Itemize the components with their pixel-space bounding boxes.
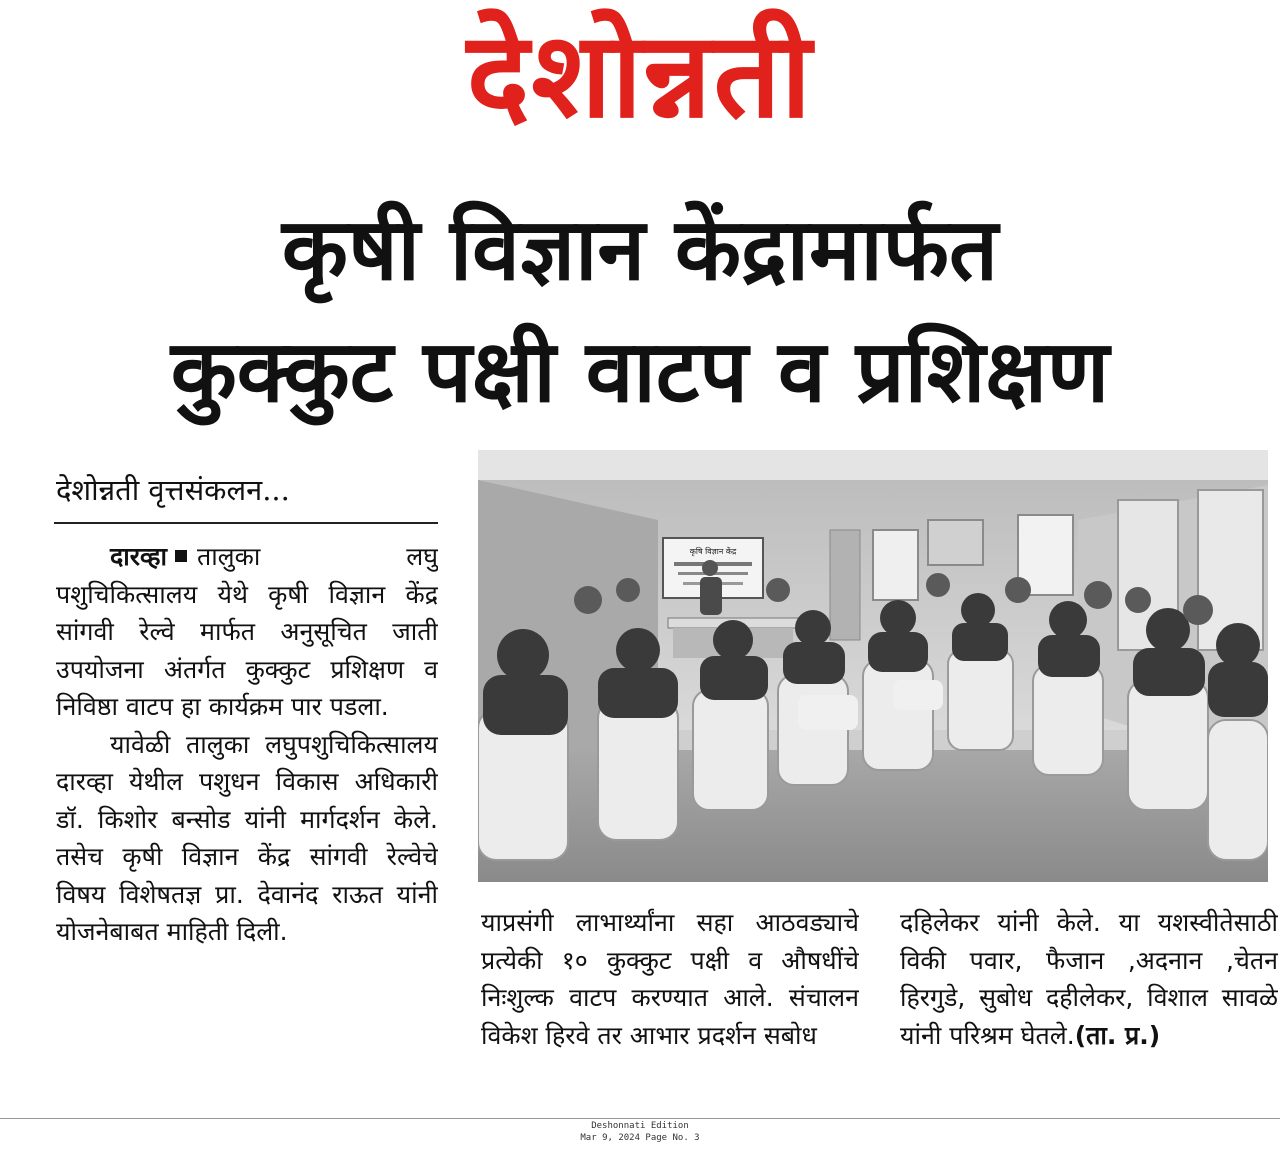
article-column-2 [481, 904, 859, 1100]
reporter-credit: (ता. प्र.) [1074, 1020, 1161, 1050]
byline-divider [54, 522, 438, 524]
event-photo [478, 450, 1268, 882]
article-column-3 [900, 904, 1278, 1100]
edition-footer [0, 1120, 1280, 1144]
dateline-square-icon [175, 550, 187, 562]
edition-date-page: Mar 9, 2024 Page No. 3 [580, 1133, 700, 1143]
article-paragraph-1 [56, 538, 438, 726]
event-photo-image [478, 450, 1268, 882]
masthead [0, 0, 1280, 150]
paragraph-1-text: तालुका लघु पशुचिकित्सालय येथे कृषी विज्ञान केंद्र सांगवी रेल्वे मार्फत अनुसूचित जाती उपयोजना अंतर्गत कुक्कुट प्रशिक्षण व निविष्ठा वाटप हा कार्यक्रम पार पडला. [56, 542, 438, 721]
photo-banner-text: कृषि विज्ञान केंद्र [689, 547, 737, 556]
dateline: दारव्हा [110, 542, 167, 571]
article-paragraph-3: याप्रसंगी लाभार्थ्यांना सहा आठवड्याचे प्रत्येकी १० कुक्कुट पक्षी व औषधींचे निःशुल्क वाटप करण्यात आले. संचालन विकेश हिरवे तर आभार प्रदर्शन सबोध [481, 908, 859, 1050]
footer-divider [0, 1118, 1280, 1119]
article-column-1 [56, 538, 438, 1098]
paragraph-4-text: दहिलेकर यांनी केले. या यशस्वीतेसाठी विकी पवार, फैजान ,अदनान ,चेतन हिरगुडे, सुबोध दहीलेकर, विशाल सावळे यांनी परिश्रम घेतले. [900, 908, 1278, 1050]
article-headline [0, 190, 1280, 432]
edition-name: Deshonnati Edition [591, 1121, 689, 1131]
headline-line-2: कुक्कुट पक्षी वाटप व प्रशिक्षण [170, 322, 1110, 422]
masthead-title: देशोन्नती [466, 6, 814, 144]
article-paragraph-2: यावेळी तालुका लघुपशुचिकित्सालय दारव्हा येथील पशुधन विकास अधिकारी डॉ. किशोर बन्सोड यांनी मार्गदर्शन केले. तसेच कृषी विज्ञान केंद्र सांगवी रेल्वेचे विषय विशेषतज्ञ प्रा. देवानंद राऊत यांनी योजनेबाबत माहिती दिली. [56, 729, 438, 946]
byline: देशोन्नती वृत्तसंकलन... [56, 473, 290, 507]
headline-line-1: कृषी विज्ञान केंद्रामार्फत [281, 200, 999, 300]
article-paragraph-4 [900, 904, 1278, 1054]
